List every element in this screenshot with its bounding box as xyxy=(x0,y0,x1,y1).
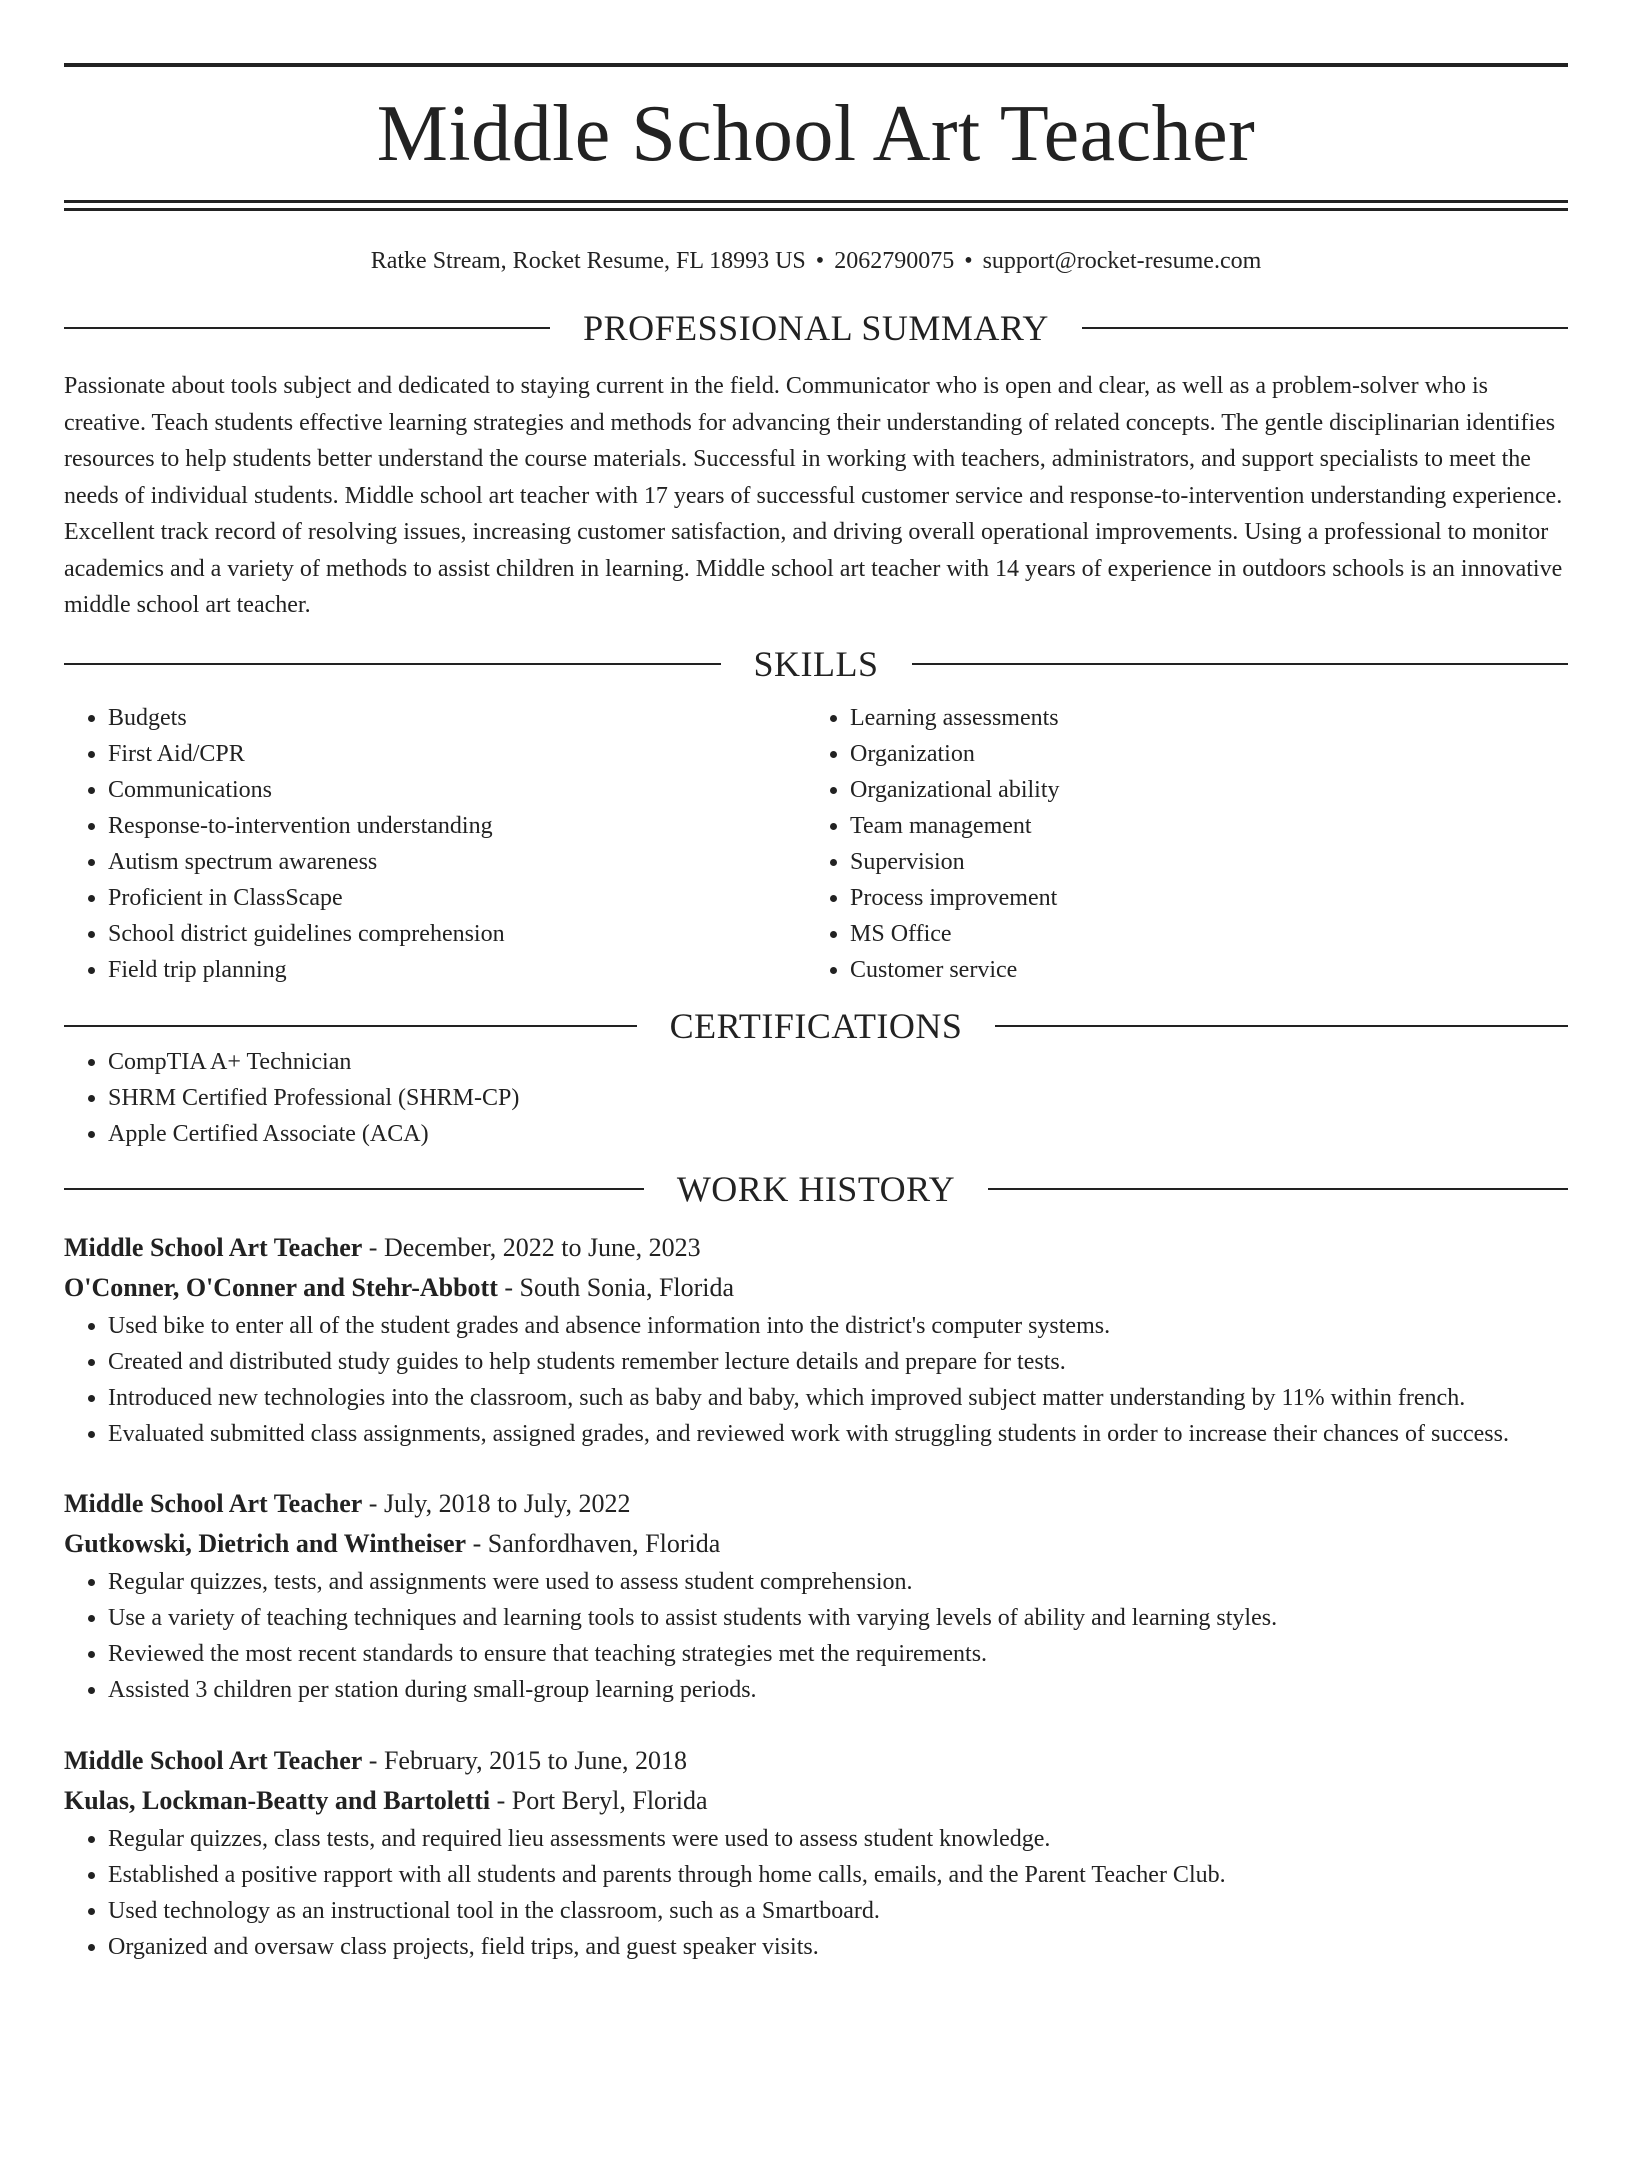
skill-item: • Field trip planning xyxy=(108,952,806,988)
summary-text: Passionate about tools subject and dedicated to staying current in the field. Communicator who is open and clear, as well as a problem-solver who is creative. Teach students effective learning strategies and methods for advancing their understanding of related concepts. The gentle disciplinarian identifies resources to help students better understand the course materials. Successful in working with teachers, administrators, and support specialists to meet the needs of individual students. Middle school art teacher with 17 years of successful customer service and response-to-intervention understanding experience. Excellent track record of resolving issues, increasing customer satisfaction, and driving overall operational improvements. Using a professional to monitor academics and a variety of methods to assist children in learning. Middle school art teacher with 14 years of experience in outdoors schools is an innovative middle school art teacher. xyxy=(64,373,1563,618)
job-title-line xyxy=(64,1484,1568,1524)
job-entry xyxy=(64,1484,1568,1708)
skill-item: • MS Office xyxy=(850,916,1568,952)
skills-list xyxy=(64,700,1568,988)
top-rule xyxy=(64,63,1568,67)
section-rule xyxy=(912,663,1569,665)
skills-column-left xyxy=(64,700,806,988)
skill-item: • First Aid/CPR xyxy=(108,736,806,772)
contact-phone: 2062790075 xyxy=(834,248,955,274)
skill-item: • Process improvement xyxy=(850,880,1568,916)
job-dates: - December, 2022 to June, 2023 xyxy=(362,1232,701,1262)
summary-section-header xyxy=(64,310,1568,346)
skill-item: • School district guidelines comprehension xyxy=(108,916,806,952)
skill-item: • Response-to-intervention understanding xyxy=(108,808,806,844)
skill-item: • Organizational ability xyxy=(850,772,1568,808)
contact-separator: • xyxy=(815,248,825,274)
duty-item: • Used technology as an instructional tool in the classroom, such as a Smartboard. xyxy=(108,1893,1568,1929)
job-dates: - February, 2015 to June, 2018 xyxy=(362,1745,687,1775)
skill-item: • Budgets xyxy=(108,700,806,736)
job-location: - Port Beryl, Florida xyxy=(490,1785,708,1815)
skills-title: SKILLS xyxy=(753,643,879,684)
section-rule xyxy=(64,663,721,665)
certification-item: • CompTIA A+ Technician xyxy=(108,1044,1568,1080)
duty-item: • Reviewed the most recent standards to ensure that teaching strategies met the requirements. xyxy=(108,1636,1568,1672)
skill-item: • Supervision xyxy=(850,844,1568,880)
work-history-section-header xyxy=(64,1168,1568,1209)
section-rule xyxy=(64,1025,637,1027)
skills-section-header xyxy=(64,643,1568,684)
section-rule xyxy=(995,1025,1568,1027)
skill-item: • Autism spectrum awareness xyxy=(108,844,806,880)
job-title-line xyxy=(64,1741,1568,1781)
job-duties xyxy=(64,1308,1568,1452)
duty-item: • Established a positive rapport with all students and parents through home calls, emails, and the Parent Teacher Club. xyxy=(108,1857,1568,1893)
skill-item: • Organization xyxy=(850,736,1568,772)
job-entry xyxy=(64,1228,1568,1452)
skill-item: • Team management xyxy=(850,808,1568,844)
resume-name: Middle School Art Teacher xyxy=(376,90,1256,178)
duty-item: • Regular quizzes, tests, and assignments were used to assess student comprehension. xyxy=(108,1564,1568,1600)
section-rule xyxy=(64,327,550,329)
duty-item: • Organized and oversaw class projects, field trips, and guest speaker visits. xyxy=(108,1929,1568,1965)
certification-item: • SHRM Certified Professional (SHRM-CP) xyxy=(108,1080,1568,1116)
skill-item: • Customer service xyxy=(850,952,1568,988)
skill-item: • Communications xyxy=(108,772,806,808)
certifications-title: CERTIFICATIONS xyxy=(669,1005,963,1046)
job-title-line xyxy=(64,1228,1568,1268)
section-rule xyxy=(1082,327,1568,329)
job-dates: - July, 2018 to July, 2022 xyxy=(362,1488,631,1518)
certification-item: • Apple Certified Associate (ACA) xyxy=(108,1116,1568,1152)
work-history-title: WORK HISTORY xyxy=(676,1168,956,1209)
skills-column-right xyxy=(806,700,1568,988)
duty-item: • Assisted 3 children per station during small-group learning periods. xyxy=(108,1672,1568,1708)
section-rule xyxy=(64,1188,644,1190)
job-location: - South Sonia, Florida xyxy=(497,1272,735,1302)
job-company-line xyxy=(64,1781,1568,1821)
duty-item: • Use a variety of teaching techniques and learning tools to assist students with varying levels of ability and learning styles. xyxy=(108,1600,1568,1636)
contact-separator: • xyxy=(964,248,973,274)
job-entry xyxy=(64,1741,1568,1965)
contact-email: support@rocket-resume.com xyxy=(982,248,1262,274)
certifications-list xyxy=(64,1044,1568,1152)
job-duties xyxy=(64,1564,1568,1708)
contact-line xyxy=(64,249,1568,273)
job-company-line xyxy=(64,1524,1568,1564)
duty-item: • Created and distributed study guides to help students remember lecture details and prepare for tests. xyxy=(108,1344,1568,1380)
job-company: Kulas, Lockman-Beatty and Bartoletti xyxy=(64,1785,491,1815)
skill-item: • Proficient in ClassScape xyxy=(108,880,806,916)
certifications-section-header xyxy=(64,1005,1568,1046)
job-duties xyxy=(64,1821,1568,1965)
duty-item: • Evaluated submitted class assignments, assigned grades, and reviewed work with struggling students in order to increase their chances of success. xyxy=(108,1416,1568,1452)
job-title: Middle School Art Teacher xyxy=(64,1488,363,1518)
job-company: Gutkowski, Dietrich and Wintheiser xyxy=(64,1528,467,1558)
summary-title: PROFESSIONAL SUMMARY xyxy=(583,308,1049,348)
skill-item: • Learning assessments xyxy=(850,700,1568,736)
job-title: Middle School Art Teacher xyxy=(64,1232,363,1262)
double-rule xyxy=(64,200,1568,211)
job-location: - Sanfordhaven, Florida xyxy=(466,1528,721,1558)
job-title: Middle School Art Teacher xyxy=(64,1745,363,1775)
duty-item: • Used bike to enter all of the student grades and absence information into the district's computer systems. xyxy=(108,1308,1568,1344)
duty-item: • Introduced new technologies into the classroom, such as baby and baby, which improved subject matter understanding by 11% within french. xyxy=(108,1380,1568,1416)
job-company-line xyxy=(64,1268,1568,1308)
resume-page xyxy=(0,63,1632,2175)
job-company: O'Conner, O'Conner and Stehr-Abbott xyxy=(64,1272,498,1302)
duty-item: • Regular quizzes, class tests, and required lieu assessments were used to assess student knowledge. xyxy=(108,1821,1568,1857)
contact-address: Ratke Stream, Rocket Resume, FL 18993 US xyxy=(370,248,806,274)
section-rule xyxy=(988,1188,1568,1190)
